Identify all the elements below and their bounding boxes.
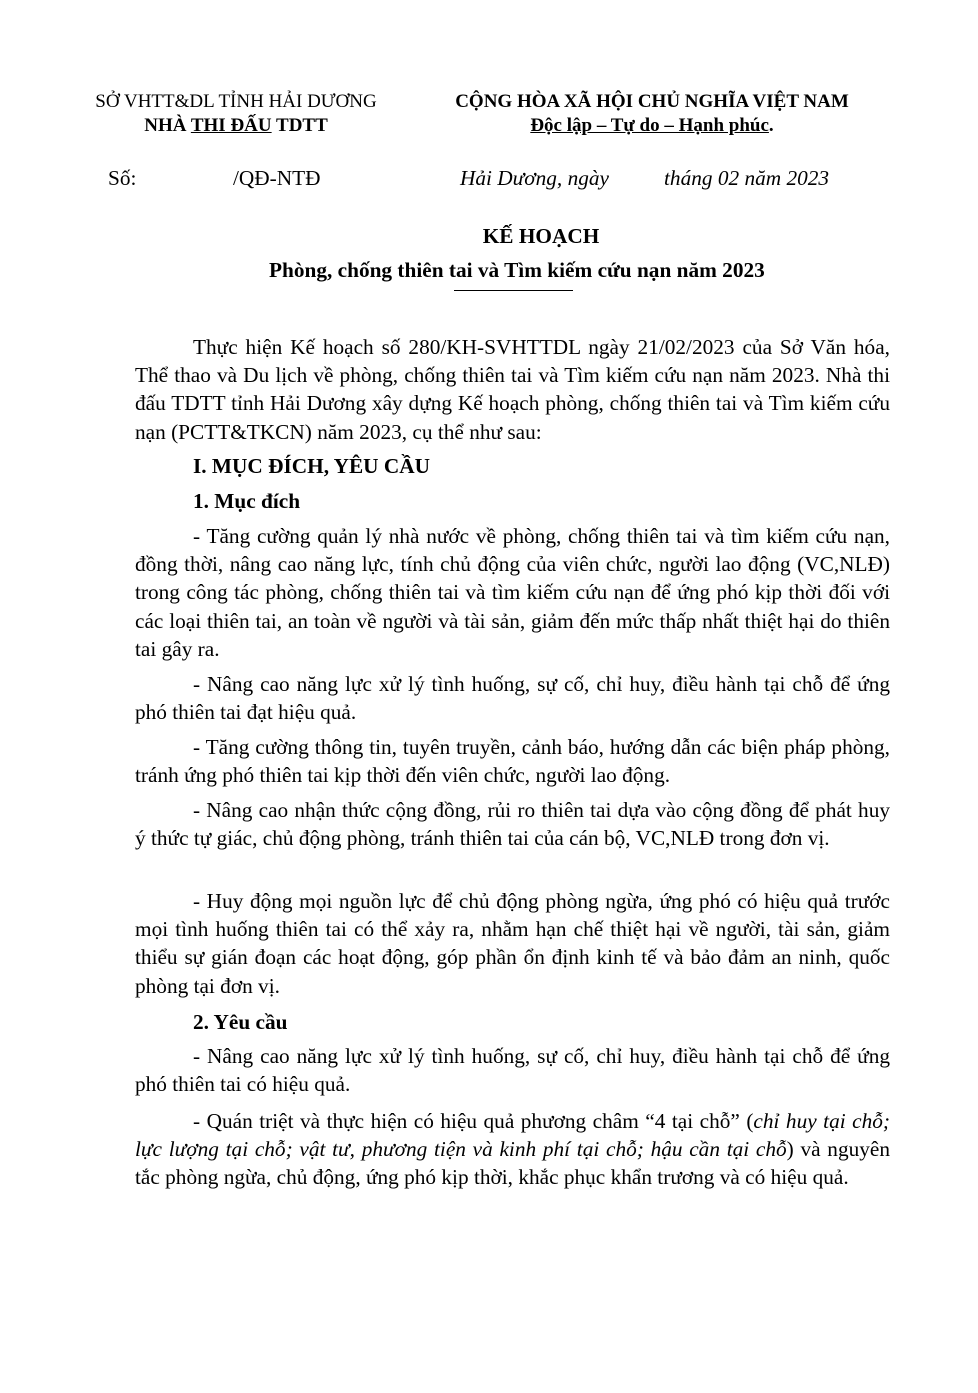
requirement-2-italic: chỉ huy tại chỗ; lực lượng tại chỗ; vật tư, phương tiện và kinh phí tại chỗ; hậu cần tại chỗ <box>135 1109 890 1162</box>
requirement-paragraph-2 <box>135 1107 890 1192</box>
org-line-2-part-b: THI ĐẤU <box>190 115 272 136</box>
purpose-paragraph-5: - Huy động mọi nguồn lực để chủ động phòng ngừa, ứng phó có hiệu quả trước mọi tình huống thiên tai có thể xảy ra, nhằm hạn chế thiệt hại về người, tài sản, giảm thiểu sự gián đoạn các hoạt động, góp phần ổn định kinh tế và bảo đảm an ninh, quốc phòng tại đơn vị. <box>135 889 890 998</box>
requirement-2-part-a: - Quán triệt và thực hiện có hiệu quả phương châm “4 tại chỗ” ( <box>193 1109 754 1133</box>
title-divider <box>454 290 573 291</box>
nation-line-2-end: . <box>768 115 774 136</box>
org-line-2-part-c: TDTT <box>271 115 328 136</box>
plan-title: KẾ HOẠCH <box>482 224 600 248</box>
section-1-heading: I. MỤC ĐÍCH, YÊU CẦU <box>193 454 431 478</box>
nation-line-2 <box>430 114 874 138</box>
org-line-2-part-a: NHÀ <box>144 115 191 136</box>
plan-subtitle: Phòng, chống thiên tai và Tìm kiếm cứu nạn năm 2023 <box>269 258 765 282</box>
org-line-2 <box>76 114 396 138</box>
nation-line-2-text: Độc lập – Tự do – Hạnh phúc <box>530 115 769 136</box>
requirement-2-part-b: ) và nguyên tắc phòng ngừa, chủ động, ứng phó kịp thời, khắc phục khẩn trương và có hiệu quả. <box>135 1137 890 1190</box>
nation-line-1: CỘNG HÒA XÃ HỘI CHỦ NGHĨA VIỆT NAM <box>455 91 849 112</box>
purpose-paragraph-4: - Nâng cao nhận thức cộng đồng, rủi ro thiên tai dựa vào cộng đồng để phát huy ý thức tự giác, chủ động phòng, tránh thiên tai của cán bộ, VC,NLĐ trong đơn vị. <box>135 798 890 851</box>
month-year: tháng 02 năm 2023 <box>664 166 830 190</box>
purpose-paragraph-3: - Tăng cường thông tin, tuyên truyền, cảnh báo, hướng dẫn các biện pháp phòng, tránh ứng phó thiên tai kịp thời đến viên chức, người lao động. <box>135 735 890 788</box>
place-date: Hải Dương, ngày <box>460 166 609 190</box>
subsection-2-heading: 2. Yêu cầu <box>193 1010 288 1034</box>
doc-number-code: /QĐ-NTĐ <box>233 166 321 190</box>
doc-number-label: Số: <box>108 166 137 190</box>
requirement-paragraph-1: - Nâng cao năng lực xử lý tình huống, sự cố, chỉ huy, điều hành tại chỗ để ứng phó thiên tai có hiệu quả. <box>135 1044 890 1097</box>
org-name <box>76 90 396 138</box>
org-line-1: SỞ VHTT&DL TỈNH HẢI DƯƠNG <box>95 91 377 112</box>
purpose-paragraph-1: - Tăng cường quản lý nhà nước về phòng, chống thiên tai và tìm kiếm cứu nạn, đồng thời, nâng cao năng lực, tính chủ động của viên chức, người lao động (VC,NLĐ) trong công tác phòng, chống thiên tai và tìm kiếm cứu nạn để ứng phó kịp thời đối với các loại thiên tai, an toàn về người và tài sản, giảm đến mức thấp nhất thiệt hại do thiên tai gây ra. <box>135 524 890 661</box>
national-motto <box>430 90 874 138</box>
purpose-paragraph-2: - Nâng cao năng lực xử lý tình huống, sự cố, chỉ huy, điều hành tại chỗ để ứng phó thiên tai đạt hiệu quả. <box>135 672 890 725</box>
intro-paragraph: Thực hiện Kế hoạch số 280/KH-SVHTTDL ngày 21/02/2023 của Sở Văn hóa, Thể thao và Du lịch về phòng, chống thiên tai và Tìm kiếm cứu nạn năm 2023. Nhà thi đấu TDTT tỉnh Hải Dương xây dựng Kế hoạch phòng, chống thiên tai và Tìm kiếm cứu nạn (PCTT&TKCN) năm 2023, cụ thể như sau: <box>135 335 890 444</box>
subsection-1-heading: 1. Mục đích <box>193 489 301 513</box>
